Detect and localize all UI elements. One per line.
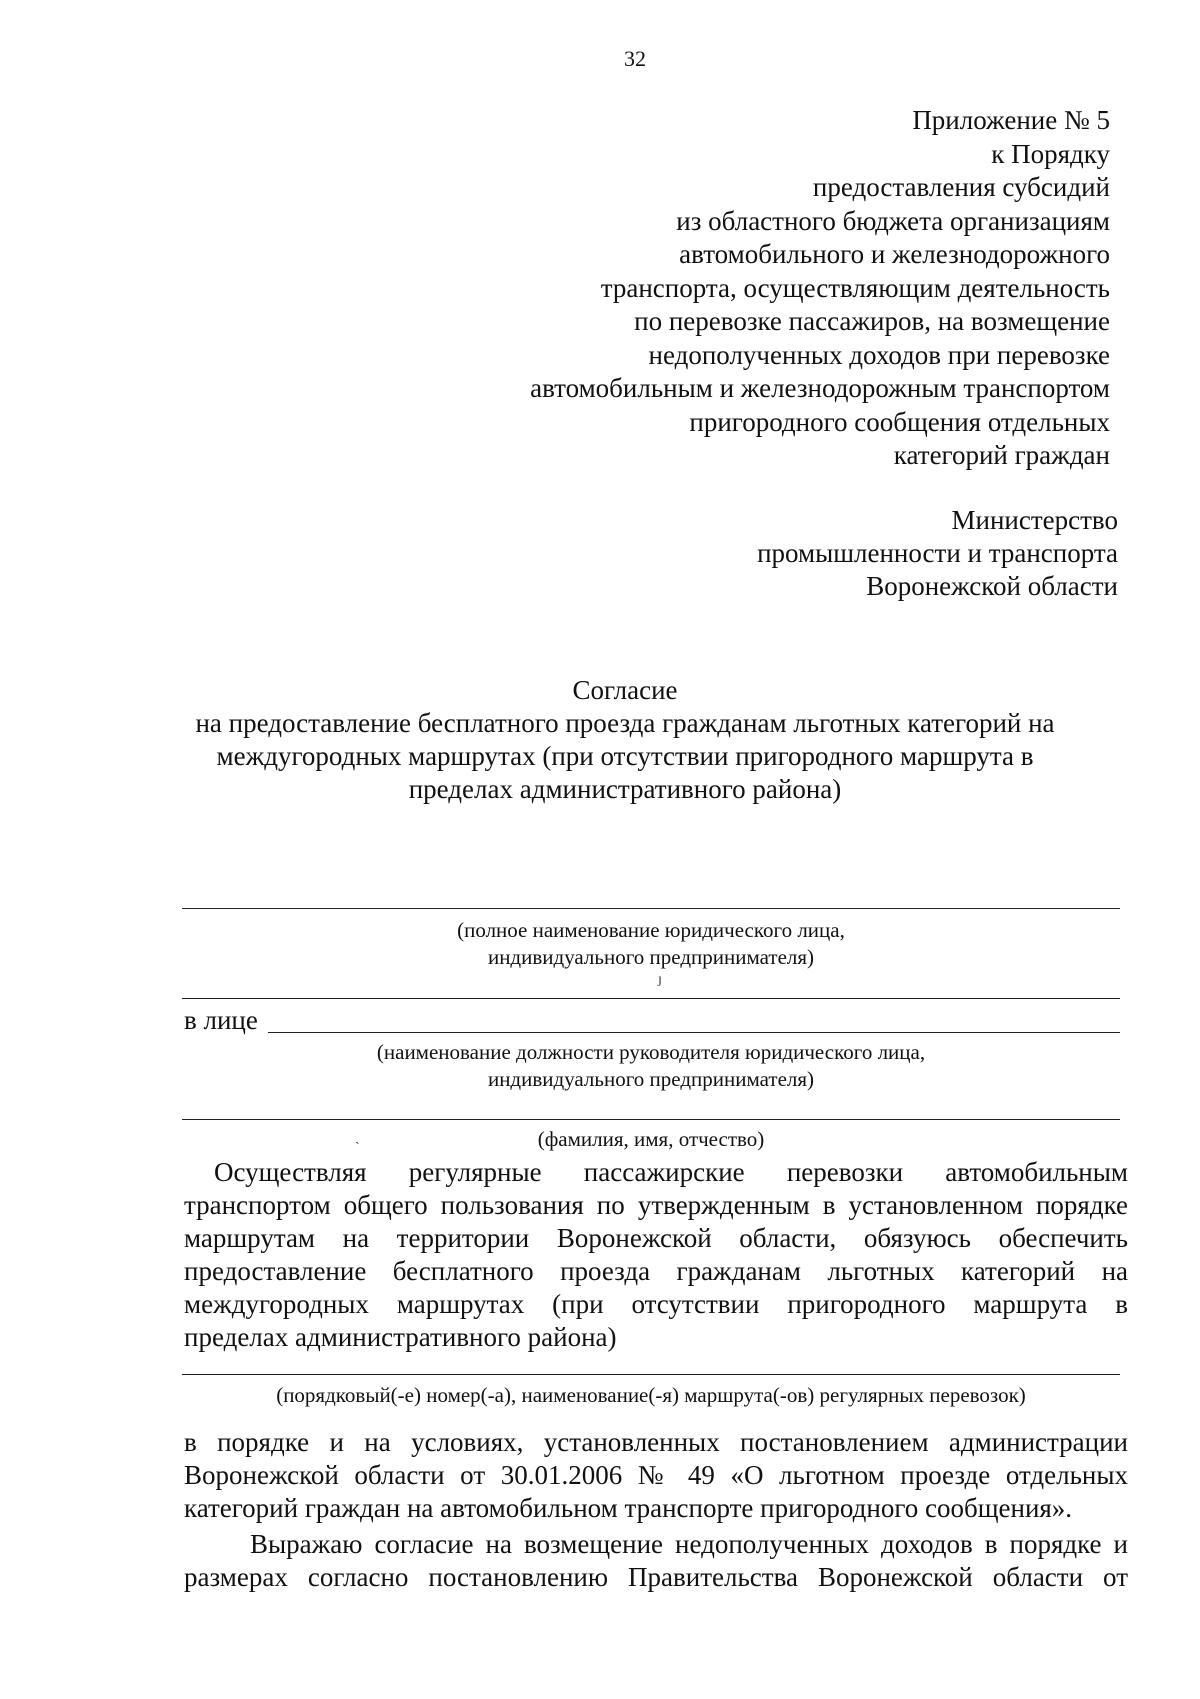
legal-name-caption: (полное наименование юридического лица, индивидуального предпринимателя) — [457, 918, 845, 969]
appendix-line: транспорта, осуществляющим деятельность — [600, 272, 1110, 303]
position-fill-line[interactable] — [268, 1032, 1120, 1033]
stray-mark: ȷ — [658, 972, 662, 987]
legal-name-fill-line[interactable] — [182, 908, 1120, 909]
in-person-label: в лице — [184, 1005, 258, 1035]
route-fill-line[interactable] — [182, 1374, 1120, 1375]
appendix-line: к Порядку — [991, 138, 1110, 169]
page-number: 32 — [624, 46, 646, 71]
fio-fill-line[interactable] — [182, 1119, 1120, 1120]
appendix-line: Приложение № 5 — [912, 105, 1110, 135]
addressee-block — [618, 504, 1118, 603]
addressee-line: Воронежской области — [866, 571, 1118, 601]
body-paragraph-3: Выражаю согласие на возмещение недополученных доходов в порядке и размерах согласно постановлению Правительства Воронежской области от — [184, 1529, 1128, 1592]
addressee-line: Министерство — [951, 505, 1118, 535]
title-heading: Согласие — [572, 675, 678, 705]
title-line: пределах административного района) — [408, 774, 842, 804]
appendix-line: автомобильным и железнодорожным транспортом — [530, 373, 1110, 403]
document-title — [150, 674, 1100, 806]
appendix-line: категорий граждан — [893, 440, 1110, 470]
appendix-header — [410, 104, 1110, 473]
addressee-line: промышленности и транспорта — [757, 538, 1118, 568]
appendix-line: из областного бюджета организациям — [676, 205, 1110, 236]
title-line: на предоставление бесплатного проезда гражданам льготных категорий на — [195, 708, 1055, 738]
appendix-line: по перевозке пассажиров, на возмещение — [634, 306, 1110, 336]
route-caption: (порядковый(-е) номер(-а), наименование(-я) маршрута(-ов) регулярных перевозок) — [276, 1383, 1026, 1407]
legal-name-fill-line-2[interactable] — [182, 998, 1120, 999]
fio-caption: (фамилия, имя, отчество) — [537, 1127, 765, 1151]
body-paragraph-2: в порядке и на условиях, установленных постановлением администрации Воронежской области от 30.01.2006 № 49 «О льготном проезде отдельных категорий граждан на автомобильном транспорте пригородного сообщения». — [184, 1427, 1128, 1523]
appendix-line: автомобильного и железнодорожного — [679, 239, 1110, 269]
title-line: междугородных маршрутах (при отсутствии пригородного маршрута в — [216, 741, 1034, 771]
appendix-line: пригородного сообщения отдельных — [689, 406, 1110, 437]
body-paragraph-1: Осуществляя регулярные пассажирские перевозки автомобильным транспортом общего пользования по утвержденным в установленном порядке маршрутам на территории Воронежской области, обязуюсь обеспечить предоставление бесплатного проезда гражданам льготных категорий на междугородных маршрутах (при отсутствии пригородного маршрута в пределах административного района) — [184, 1157, 1128, 1352]
stray-mark: ˏ — [355, 1130, 360, 1145]
position-caption: (наименование должности руководителя юридического лица, индивидуального предпринимателя) — [376, 1040, 926, 1091]
appendix-line: недополученных доходов при перевозке — [648, 339, 1110, 370]
appendix-line: предоставления субсидий — [812, 172, 1110, 202]
